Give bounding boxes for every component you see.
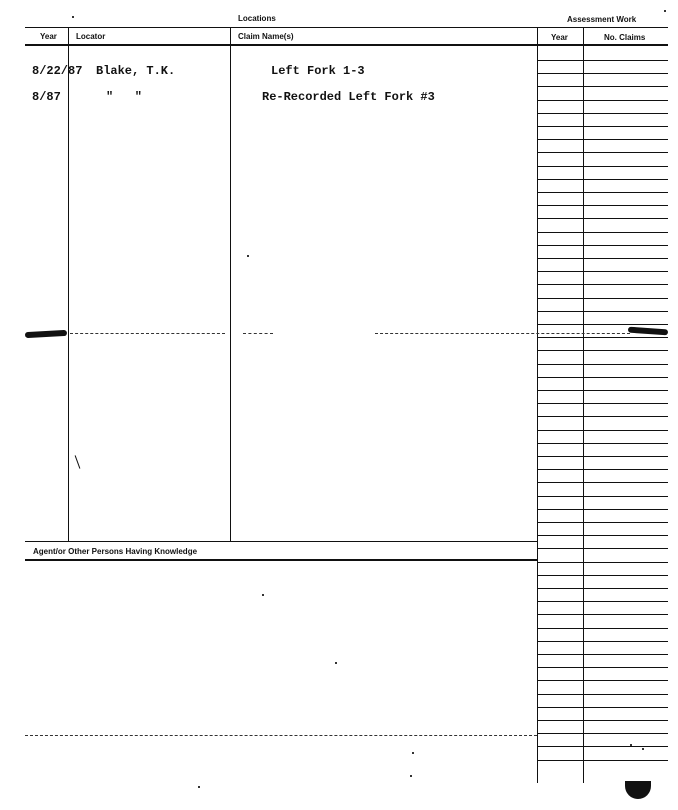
entry-2-year: 8/87	[32, 90, 61, 104]
grid-row-line	[537, 733, 668, 734]
speck	[335, 662, 337, 664]
grid-row-line	[537, 707, 668, 708]
entry-1-year: 8/22/87	[32, 64, 83, 78]
grid-row-line	[537, 192, 668, 193]
grid-row-line	[537, 350, 668, 351]
entry-2-locator: " "	[106, 90, 143, 104]
grid-row-line	[537, 601, 668, 602]
grid-row-line	[537, 509, 668, 510]
left-binder-mark	[25, 330, 67, 338]
grid-row-line	[537, 548, 668, 549]
grid-row-line	[537, 720, 668, 721]
grid-row-line	[537, 166, 668, 167]
grid-row-line	[537, 60, 668, 61]
grid-row-line	[537, 575, 668, 576]
locator-column-header: Locator	[76, 32, 106, 41]
agent-section-label: Agent/or Other Persons Having Knowledge	[33, 547, 198, 556]
grid-row-line	[537, 284, 668, 285]
grid-row-line	[537, 562, 668, 563]
grid-row-line	[537, 694, 668, 695]
entry-2-claim: Re-Recorded Left Fork #3	[262, 90, 435, 104]
grid-row-line	[537, 126, 668, 127]
grid-row-line	[537, 271, 668, 272]
grid-row-line	[537, 324, 668, 325]
fold-line-mid	[243, 333, 273, 334]
grid-row-line	[537, 496, 668, 497]
grid-row-line	[537, 535, 668, 536]
speck	[664, 10, 666, 12]
year-locator-divider	[68, 27, 69, 542]
grid-row-line	[537, 73, 668, 74]
grid-row-line	[537, 179, 668, 180]
speck	[410, 775, 412, 777]
aw-year-column-header: Year	[551, 33, 568, 42]
grid-row-line	[537, 654, 668, 655]
speck	[412, 752, 414, 754]
speck	[262, 594, 264, 596]
speck	[630, 744, 632, 746]
grid-row-line	[537, 245, 668, 246]
grid-row-line	[537, 390, 668, 391]
grid-row-line	[537, 403, 668, 404]
stray-pen-mark	[75, 455, 81, 468]
grid-row-line	[537, 667, 668, 668]
grid-row-line	[537, 614, 668, 615]
speck	[247, 255, 249, 257]
upper-section-bottom-rule	[25, 541, 537, 542]
speck	[72, 16, 74, 18]
grid-row-line	[537, 139, 668, 140]
grid-row-line	[537, 86, 668, 87]
grid-row-line	[537, 311, 668, 312]
grid-row-line	[537, 337, 668, 338]
grid-row-line	[537, 641, 668, 642]
entry-1-claim: Left Fork 1-3	[271, 64, 365, 78]
grid-row-line	[537, 205, 668, 206]
grid-row-line	[537, 746, 668, 747]
aw-no-claims-column-header: No. Claims	[604, 33, 646, 42]
entry-1-locator: Blake, T.K.	[96, 64, 176, 78]
grid-row-line	[537, 760, 668, 761]
grid-row-line	[537, 232, 668, 233]
grid-row-line	[537, 113, 668, 114]
grid-row-line	[537, 443, 668, 444]
locations-header: Locations	[238, 14, 276, 23]
fold-line-left	[70, 333, 225, 334]
speck	[642, 748, 644, 750]
grid-row-line	[537, 152, 668, 153]
grid-row-line	[537, 680, 668, 681]
grid-row-line	[537, 522, 668, 523]
assessment-work-header: Assessment Work	[567, 15, 637, 24]
grid-row-line	[537, 588, 668, 589]
lower-fold-line	[25, 735, 537, 736]
grid-row-line	[537, 469, 668, 470]
grid-row-line	[537, 430, 668, 431]
grid-row-line	[537, 298, 668, 299]
grid-row-line	[537, 628, 668, 629]
claim-names-column-header: Claim Name(s)	[238, 32, 294, 41]
grid-row-line	[537, 456, 668, 457]
grid-row-line	[537, 482, 668, 483]
assessment-work-grid	[537, 0, 668, 810]
agent-section-rule	[25, 559, 537, 561]
speck	[198, 786, 200, 788]
locator-claim-divider	[230, 27, 231, 542]
grid-row-line	[537, 218, 668, 219]
grid-row-line	[537, 377, 668, 378]
grid-row-line	[537, 364, 668, 365]
grid-row-line	[537, 258, 668, 259]
year-column-header: Year	[40, 32, 57, 41]
fold-line-right	[375, 333, 630, 334]
grid-row-line	[537, 416, 668, 417]
grid-row-line	[537, 100, 668, 101]
